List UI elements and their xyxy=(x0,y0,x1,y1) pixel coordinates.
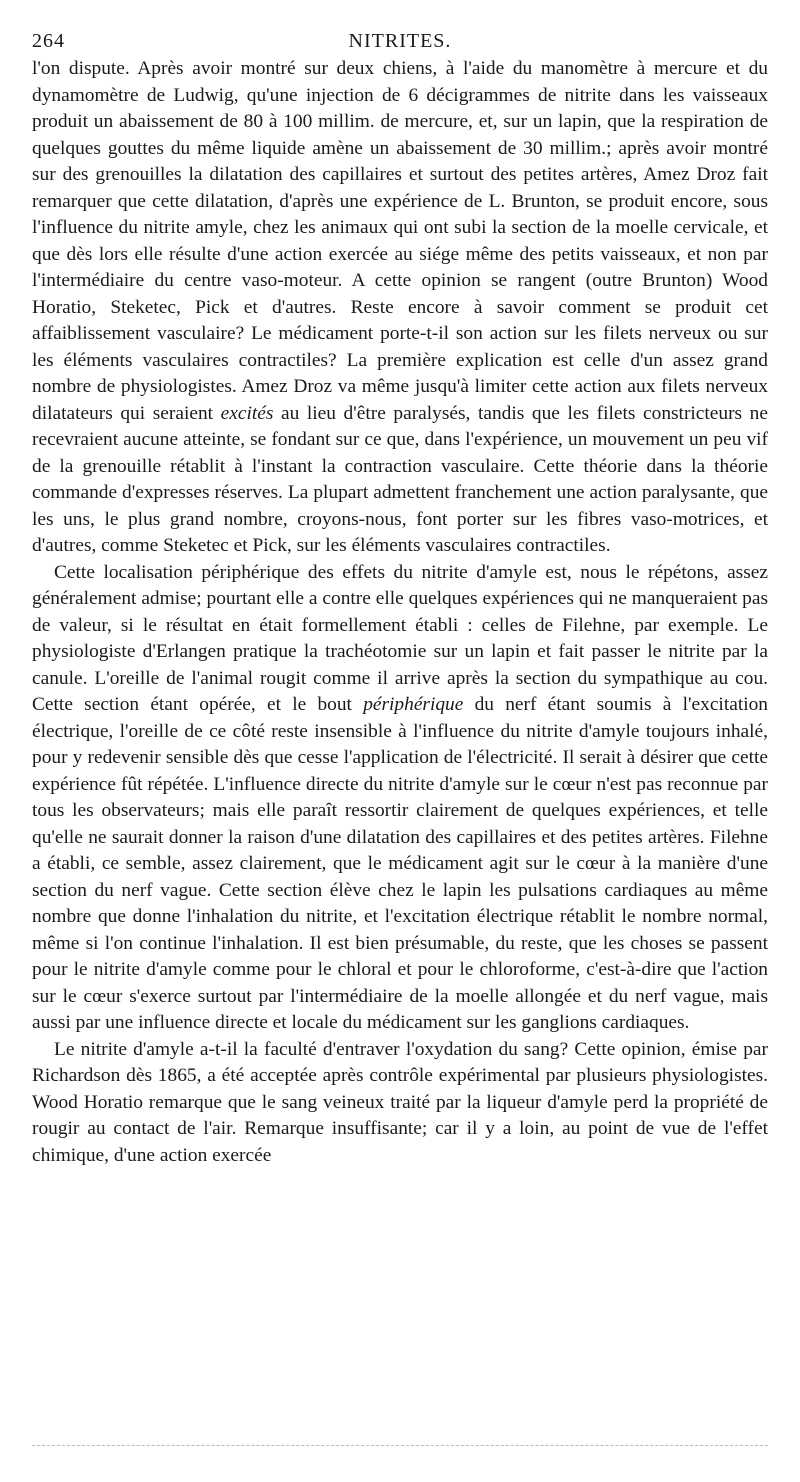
paragraph-3-text: Le nitrite d'amyle a-t-il la faculté d'entraver l'oxydation du sang? Cette opinion, émise par Richardson dès 1865, a été acceptée après contrôle expérimental par plusieurs physiologistes. Wood Horatio remarque que le sang veineux traité par la liqueur d'amyle perd la propriété de rougir au contact de l'air. Remarque insuffisante; car il y a loin, au point de vue de l'effet chimique, d'une action exercée xyxy=(32,1038,768,1166)
paragraph-1-text-b: au lieu d'être paralysés, tandis que les filets constricteurs ne recevraient aucune atteinte, se fondant sur ce que, dans l'expérience, un mouvement un peu vif de la grenouille rétablit à l'instant la contraction vasculaire. Cette théorie dans la théorie commande d'expresses réserves. La plupart admettent franchement une action paralysante, que les uns, le plus grand nombre, croyons-nous, font porter sur les fibres vaso-motrices, et d'autres, comme Steketec et Pick, sur les éléments vasculaires contractiles. xyxy=(32,402,768,556)
paragraph-2 xyxy=(32,560,768,1037)
running-header xyxy=(32,22,768,56)
bottom-scan-rule xyxy=(32,1445,768,1446)
paragraph-2-text-a: Cette localisation périphérique des effets du nitrite d'amyle est, nous le répétons, assez généralement admise; pourtant elle a contre elle quelques expériences qui ne manqueraient pas de valeur, si le résultat en était formellement établi : celles de Filehne, par exemple. Le physiologiste d'Erlangen pratique la trachéotomie sur un lapin et fait passer le nitrite par la canule. L'oreille de l'animal rougit comme il arrive après la section du sympathique au cou. Cette section étant opérée, et le bout xyxy=(32,561,768,715)
paragraph-3 xyxy=(32,1037,768,1170)
paragraph-2-italic-word: périphérique xyxy=(363,694,464,715)
paragraph-2-text-b: du nerf étant soumis à l'excitation électrique, l'oreille de ce côté reste insensible à l'influence du nitrite d'amyle toujours inhalé, pour y redevenir sensible dès que cesse l'application de l'électricité. Il serait à désirer que cette expérience fût répétée. L'influence directe du nitrite d'amyle sur le cœur n'est pas reconnue par tous les observateurs; mais elle paraît ressortir clairement de quelques expériences, et telle qu'elle ne saurait donner la raison d'une dilatation des capillaires et des petites artères. Filehne a établi, ce semble, assez clairement, que le médicament agit sur le cœur à la manière d'une section du nerf vague. Cette section élève chez le lapin les pulsations cardiaques au même nombre que donne l'inhalation du nitrite, et l'excitation électrique rétablit le nombre normal, même si l'on continue l'inhalation. Il est bien présumable, du reste, que les choses se passent pour le nitrite d'amyle comme pour le chloral et pour le chloroforme, c'est-à-dire que l'action sur le cœur s'exerce surtout par l'intermédiaire de la moelle allongée et du nerf vague, mais aussi par une influence directe et locale du médicament sur les ganglions cardiaques. xyxy=(32,694,768,1033)
book-page xyxy=(32,22,768,1169)
running-title: NITRITES. xyxy=(348,30,452,52)
body-text xyxy=(32,56,768,1169)
paragraph-1 xyxy=(32,56,768,560)
paragraph-1-text-a: l'on dispute. Après avoir montré sur deux chiens, à l'aide du manomètre à mercure et du dynamomètre de Ludwig, qu'une injection de 6 décigrammes de nitrite dans les vaisseaux produit un abaissement de 80 à 100 millim. de mercure, et, sur un lapin, que la respiration de quelques gouttes du même liquide amène un abaissement de 30 millim.; après avoir montré sur des grenouilles la dilatation des capillaires et surtout des petites artères, Amez Droz fait remarquer que cette dilatation, d'après une expérience de L. Brunton, se produit encore, sous l'influence du nitrite amyle, chez les animaux qui ont subi la section de la moelle cervicale, et que dès lors elle résulte d'une action exercée au siége même des petits vaisseaux, et non par l'intermédiaire du centre vaso-moteur. A cette opinion se rangent (outre Brunton) Wood Horatio, Steketec, Pick et d'autres. Reste encore à savoir comment se produit cet affaiblissement vasculaire? Le médicament porte-t-il son action sur les filets nerveux ou sur les éléments vasculaires contractiles? La première explication est celle d'un assez grand nombre de physiologistes. Amez Droz va même jusqu'à limiter cette action aux filets nerveux dilatateurs qui seraient xyxy=(32,58,768,424)
page-number: 264 xyxy=(32,30,65,52)
paragraph-1-italic-word: excités xyxy=(220,402,274,424)
